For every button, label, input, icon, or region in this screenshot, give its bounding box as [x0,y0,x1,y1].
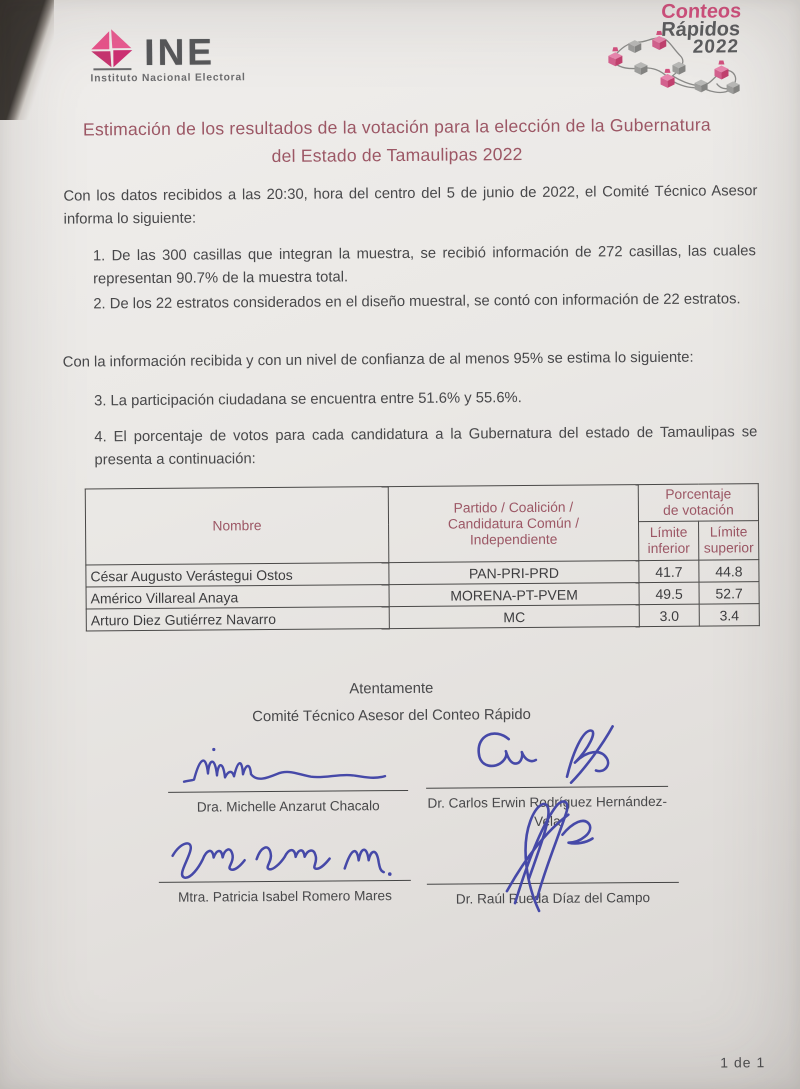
ine-diamond-icon [90,28,134,70]
signature-block-raul [426,798,679,909]
signature-block-patricia [158,834,411,907]
signature-ink-icon [457,724,637,785]
mexico-ballot-boxes-map-icon [594,29,747,110]
signature-ink-icon [426,798,679,882]
col-header-porcentaje: Porcentaje de votación [638,484,758,522]
lower-limit-cell: 3.0 [639,604,699,626]
list-item-1: 1. De las 300 casillas que integran la muestra, se recibió información de 272 casillas, las cuales representan 90.7% de la muestra total. [92,243,756,287]
ine-wordmark: INE [144,31,216,73]
ine-logo [90,27,270,84]
party-cell: MC [389,605,639,629]
table-row [86,604,759,631]
party-cell: PAN-PRI-PRD [389,561,639,585]
list-item-2: 2. De los 22 estratos considerados en el diseño muestral, se contó con información de 22 estratos. [93,291,741,313]
results-table [85,483,760,631]
candidate-name-cell: César Augusto Verástegui Ostos [86,563,389,587]
signature-ink-icon [168,834,400,880]
signature-ink-icon [178,742,398,790]
col-header-limite-inferior: Límite inferior [639,521,699,560]
col-header-limite-superior: Límite superior [699,521,759,560]
upper-limit-cell: 52.7 [699,582,759,604]
conteos-logo-line1: Conteos [660,0,742,23]
signatory-name: Dr. Raúl Rueda Díaz del Campo [455,890,651,907]
list-item-4: 4. El porcentaje de votos para cada candidatura a la Gubernatura del estado de Tamaulipas se presenta a continuación: [94,424,758,468]
conteos-logo-line2: Rápidos [660,18,741,41]
party-cell: MORENA-PT-PVEM [389,583,639,607]
page-number: 1 de 1 [720,1054,766,1071]
signature-block-michelle [168,742,409,817]
conteos-logo-line3: 2022 [692,36,740,58]
committee-name: Comité Técnico Asesor del Conteo Rápido [252,706,531,726]
lower-limit-cell: 49.5 [639,582,699,604]
list-item-3: 3. La participación ciudadana se encuentra entre 51.6% y 55.6%. [93,390,522,410]
ine-subtitle: Instituto Nacional Electoral [90,72,246,85]
col-header-nombre: Nombre [85,487,389,565]
upper-limit-cell: 3.4 [699,604,759,626]
candidate-name-cell: Américo Villareal Anaya [86,585,389,609]
closing-salutation: Atentamente [349,680,434,698]
candidate-name-cell: Arturo Diez Gutiérrez Navarro [86,607,389,631]
lower-limit-cell: 41.7 [639,560,699,582]
intro-paragraph: Con los datos recibidos a las 20:30, hora del centro del 5 de junio de 2022, el Comité Técnico Asesor informa lo siguiente: [63,183,758,228]
document-title: Estimación de los resultados de la votación para la elección de la Gubernatura del Estado de Tamaulipas 2022 [82,114,711,166]
upper-limit-cell: 44.8 [699,560,759,582]
signatory-name: Mtra. Patricia Isabel Romero Mares [177,888,392,905]
confidence-paragraph: Con la información recibida y con un nivel de confianza de al menos 95% se estima lo siguiente: [62,349,694,371]
signatory-name: Dr. Carlos Erwin Rodríguez Hernández-Vela [427,793,668,829]
signatory-name: Dra. Michelle Anzarut Chacalo [196,798,380,815]
conteos-rapidos-logo [592,2,792,58]
col-header-partido: Partido / Coalición / Candidatura Común / Independiente [388,485,639,563]
